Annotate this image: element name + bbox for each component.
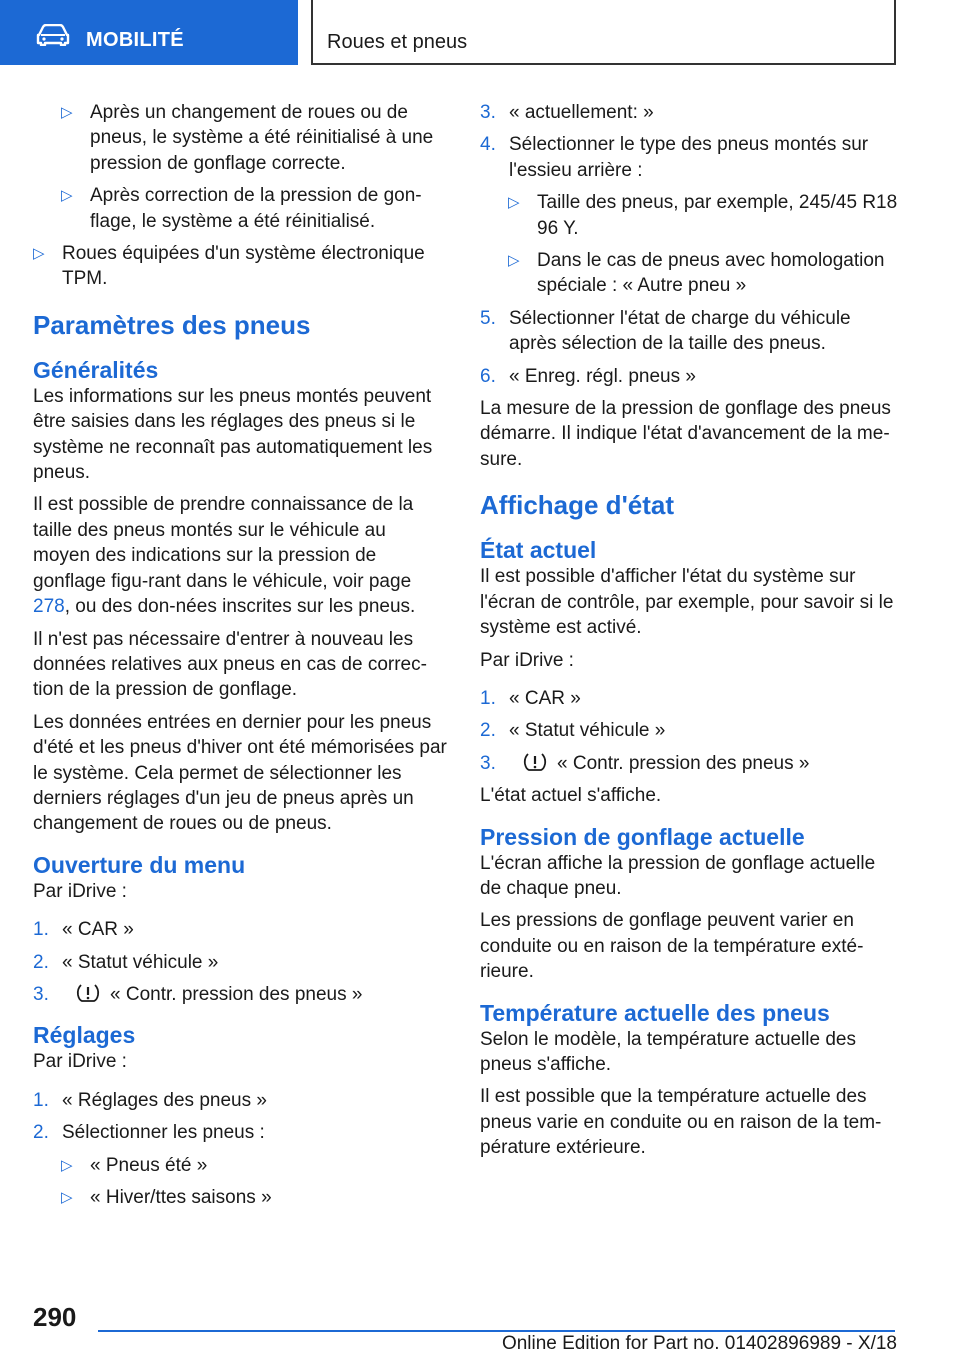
paragraph: Selon le modèle, la température actuelle des pneus s'affiche. <box>480 1028 857 1075</box>
paragraph: Par iDrive : <box>33 1051 127 1073</box>
list-item <box>33 982 448 1007</box>
paragraph: Par iDrive : <box>33 880 127 902</box>
step-text: « actuellement: » <box>509 102 654 123</box>
triangle-bullet-icon: ▷ <box>61 104 73 121</box>
paragraph: L'écran affiche la pression de gonflage actuelle de chaque pneu. <box>480 852 876 899</box>
list-item <box>480 718 900 743</box>
bullet-text: « Hiver/ttes saisons » <box>90 1187 272 1208</box>
list-item <box>33 917 448 942</box>
step-number: 5. <box>480 307 496 329</box>
list-item <box>33 100 448 176</box>
footer-divider <box>98 1330 895 1332</box>
bullet-text: Taille des pneus, par exemple, 245/45 R18 96 Y. <box>537 192 898 239</box>
list-item <box>480 751 900 776</box>
bullet-text: Après un changement de roues ou de pneus, le système a été réinitialisé à une pression de gonflage correcte. <box>90 102 434 174</box>
heading-pression-actuelle: Pression de gonflage actuelle <box>480 823 805 850</box>
step-text: « Enreg. régl. pneus » <box>509 365 696 387</box>
step-number: 3. <box>480 102 496 123</box>
step-text: « Contr. pression des pneus » <box>557 752 810 774</box>
step-text: Sélectionner l'état de charge du véhicule après sélection de la taille des pneus. <box>509 307 851 355</box>
paragraph: Il est possible d'afficher l'état du système sur l'écran de contrôle, par exemple, pour savoir si le système est activé. <box>480 566 894 639</box>
triangle-bullet-icon: ▷ <box>61 1156 73 1174</box>
right-column <box>480 100 900 1168</box>
tire-pressure-warning-icon <box>523 752 547 772</box>
page-link[interactable]: 278 <box>33 596 65 618</box>
step-text: « CAR » <box>509 687 581 709</box>
step-text: « Contr. pression des pneus » <box>110 983 363 1005</box>
paragraph: Les données entrées en dernier pour les pneus d'été et les pneus d'hiver ont été mémorisées par le système. Cela permet de sélectionner les derniers réglages d'un jeu de pneus après un changement de roues ou de pneus. <box>33 711 447 835</box>
step-number: 6. <box>480 365 496 387</box>
list-item <box>33 241 448 292</box>
list-item <box>33 950 448 975</box>
triangle-bullet-icon: ▷ <box>61 1189 73 1206</box>
paragraph: Les pressions de gonflage peuvent varier en conduite ou en raison de la température exté‐rieure. <box>480 910 864 983</box>
list-item <box>480 248 900 299</box>
paragraph: Par iDrive : <box>480 649 574 671</box>
list-item <box>480 132 900 183</box>
left-column <box>33 100 448 1217</box>
list-item <box>480 190 900 241</box>
bullet-text: « Pneus été » <box>90 1154 208 1176</box>
heading-affichage-etat: Affichage d'état <box>480 490 674 521</box>
paragraph: Il n'est pas nécessaire d'entrer à nouveau les données relatives aux pneus en cas de correc‐tion de la pression de gonflage. <box>33 628 427 701</box>
list-item <box>33 1120 448 1145</box>
paragraph: Il est possible que la température actuelle des pneus varie en conduite ou en raison de la tem‐pérature extérieure. <box>480 1086 882 1159</box>
triangle-bullet-icon: ▷ <box>508 194 520 212</box>
step-text: Sélectionner les pneus : <box>62 1122 265 1144</box>
step-number: 2. <box>33 1122 49 1144</box>
chapter-title: MOBILITÉ <box>86 29 184 51</box>
bullet-text: Après correction de la pression de gon‐flage, le système a été réinitialisé. <box>90 185 422 232</box>
triangle-bullet-icon: ▷ <box>61 187 73 205</box>
heading-etat-actuel: État actuel <box>480 537 597 564</box>
bullet-text: Roues équipées d'un système électronique TPM. <box>62 243 425 290</box>
page-number: 290 <box>33 1302 77 1332</box>
paragraph-text: Il est possible de prendre connaissance de la taille des pneus montés sur le véhicule au moyen des indications sur la pression de gonflage figu‐rant dans le véhicule, voir page <box>33 494 414 592</box>
paragraph-text: , ou des don‐nées inscrites sur les pneus. <box>64 596 416 618</box>
list-item <box>33 183 448 234</box>
step-number: 2. <box>33 951 49 973</box>
step-text: « Statut véhicule » <box>509 720 666 742</box>
step-number: 1. <box>33 1089 49 1111</box>
paragraph-with-link <box>33 492 448 619</box>
heading-temperature-actuelle: Température actuelle des pneus <box>480 999 830 1026</box>
triangle-bullet-icon: ▷ <box>508 252 520 270</box>
section-title: Roues et pneus <box>327 31 468 53</box>
step-text: Sélectionner le type des pneus montés sur l'essieu arrière : <box>509 134 869 181</box>
list-item <box>480 100 900 125</box>
bullet-text: Dans le cas de pneus avec homologation spéciale : « Autre pneu » <box>537 250 885 297</box>
heading-ouverture-menu: Ouverture du menu <box>33 851 246 878</box>
triangle-bullet-icon: ▷ <box>33 245 45 263</box>
step-text: « Statut véhicule » <box>62 951 219 973</box>
step-number: 4. <box>480 134 496 156</box>
edition-text: Online Edition for Part no. 01402896989 - X/18 <box>501 1333 897 1354</box>
step-number: 2. <box>480 720 496 742</box>
list-item <box>480 686 900 711</box>
car-icon <box>36 24 70 46</box>
step-text: « Réglages des pneus » <box>62 1089 267 1111</box>
paragraph: Les informations sur les pneus montés peuvent être saisies dans les réglages des pneus si le système ne reconnaît pas automatiquement les pneus. <box>33 385 433 484</box>
heading-reglages: Réglages <box>33 1022 136 1049</box>
heading-parametres: Paramètres des pneus <box>33 309 311 340</box>
list-item <box>480 306 900 357</box>
list-item <box>480 364 900 389</box>
paragraph: La mesure de la pression de gonflage des pneus démarre. Il indique l'état d'avancement de la me‐sure. <box>480 398 891 470</box>
chapter-tab <box>0 0 298 65</box>
step-number: 1. <box>480 687 496 709</box>
step-number: 3. <box>480 752 496 774</box>
list-item <box>33 1185 448 1210</box>
list-item <box>33 1153 448 1178</box>
section-header <box>311 0 896 65</box>
list-item <box>33 1088 448 1113</box>
step-number: 1. <box>33 919 49 941</box>
step-number: 3. <box>33 983 49 1005</box>
paragraph: L'état actuel s'affiche. <box>480 785 662 807</box>
heading-generalites: Généralités <box>33 356 159 383</box>
tire-pressure-warning-icon <box>76 983 100 1003</box>
step-text: « CAR » <box>62 919 134 941</box>
